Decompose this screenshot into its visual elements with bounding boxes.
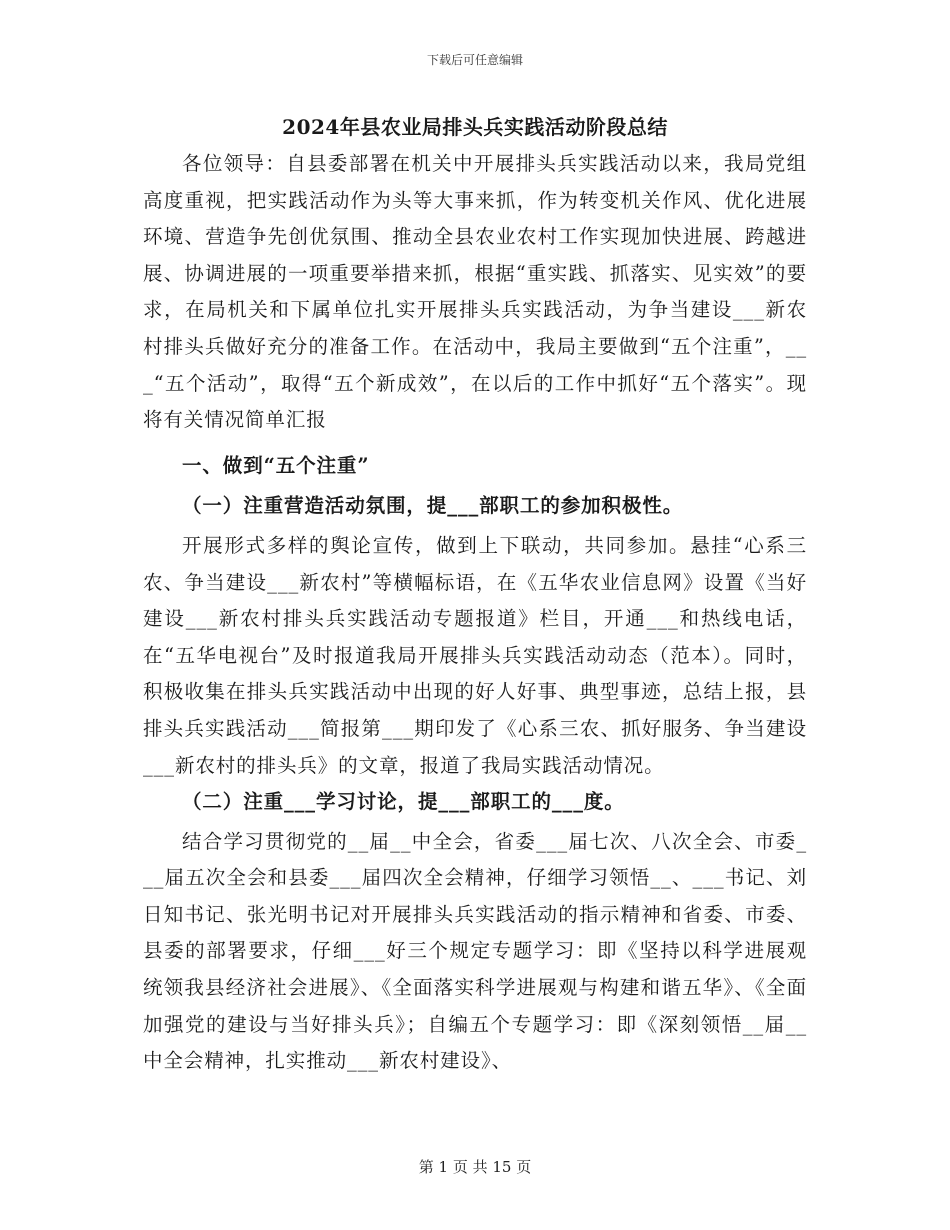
subsection-heading-1: （一）注重营造活动氛围，提___部职工的参加积极性。 (182, 494, 684, 518)
subsection-2-paragraph: 结合学习贯彻党的__届__中全会，省委___届七次、八次全会、市委___届五次全会和县委___届四次全会精神，仔细学习领悟__、___书记、刘日知书记、张光明书记对开展排头兵实践活动的指示精神和省委、市委、县委的部署要求，仔细___好三个规定专题学习：即《坚持以科学进展观统领我县经济社会进展》、《全面落实科学进展观与构建和谐五华》、《全面加强党的建设与当好排头兵》；自编五个专题学习：即《深刻领悟__届__中全会精神，扎实推动___新农村建设》、 (143, 829, 807, 1073)
document-body (143, 112, 807, 1080)
header-note: 下载后可任意编辑 (426, 53, 523, 67)
page-number-footer: 第 1 页 共 15 页 (418, 1158, 532, 1176)
intro-paragraph: 各位领导：自县委部署在机关中开展排头兵实践活动以来，我局党组高度重视，把实践活动作为头等大事来抓，作为转变机关作风、优化进展环境、营造争先创优氛围、推动全县农业农村工作实现加快进展、跨越进展、协调进展的一项重要举措来抓，根据“重实践、抓落实、见实效”的要求，在局机关和下属单位扎实开展排头兵实践活动，为争当建设___新农村排头兵做好充分的准备工作。在活动中，我局主要做到“五个注重”，___“五个活动”，取得“五个新成效”，在以后的工作中抓好“五个落实”。现将有关情况简单汇报 (143, 152, 807, 432)
section-heading-five-focuses: 一、做到“五个注重” (182, 453, 370, 477)
subsection-1-paragraph: 开展形式多样的舆论宣传，做到上下联动，共同参加。悬挂“心系三农、争当建设___新农村”等横幅标语，在《五华农业信息网》设置《当好建设___新农村排头兵实践活动专题报道》栏目，开通___和热线电话，在“五华电视台”及时报道我局开展排头兵实践活动动态（范本）。同时，积极收集在排头兵实践活动中出现的好人好事、典型事迹，总结上报，县排头兵实践活动___简报第___期印发了《心系三农、抓好服务、争当建设___新农村的排头兵》的文章，报道了我局实践活动情况。 (143, 533, 807, 777)
subsection-heading-2: （二）注重___学习讨论，提___部职工的___度。 (182, 790, 625, 814)
document-title: 2024年县农业局排头兵实践活动阶段总结 (282, 115, 668, 139)
